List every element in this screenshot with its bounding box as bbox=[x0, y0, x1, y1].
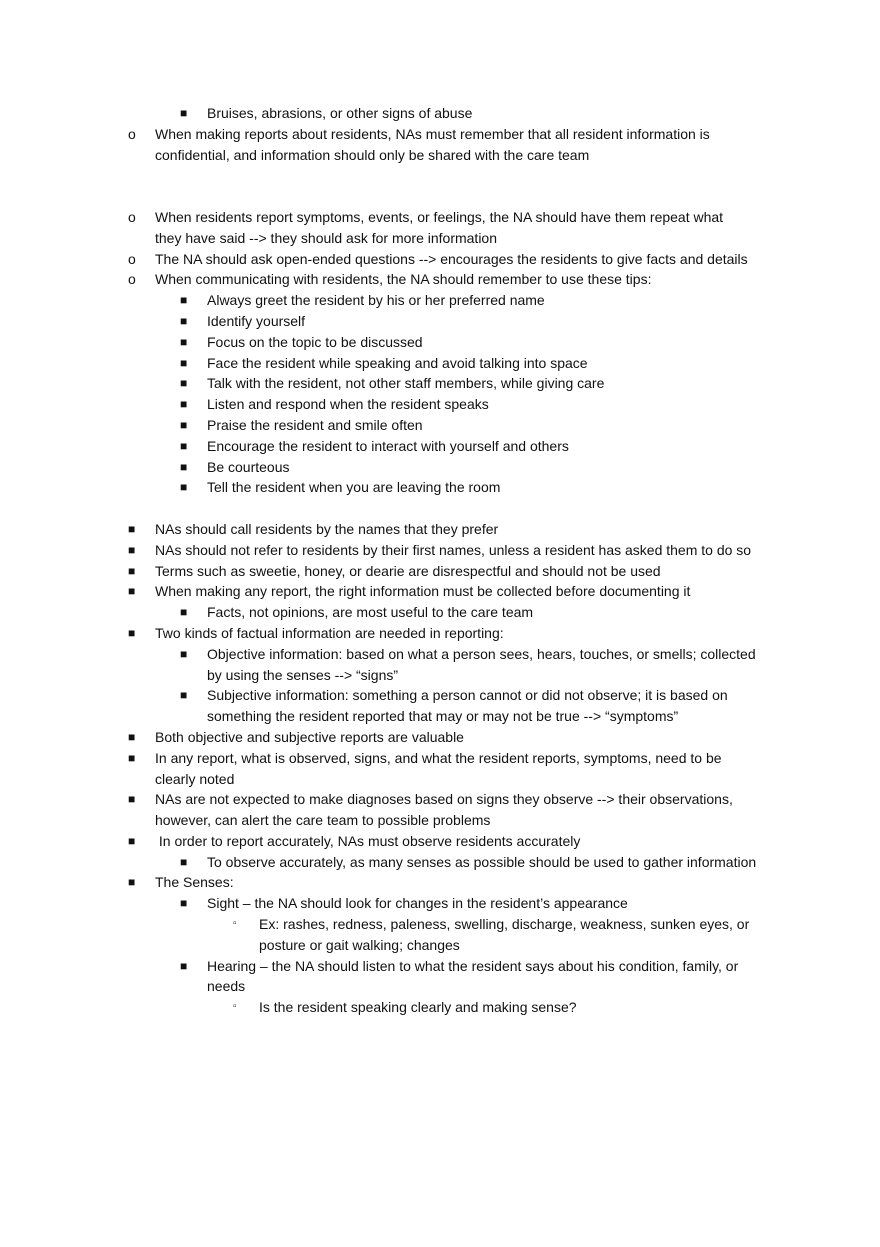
list-item-text: When residents report symptoms, events, or feelings, the NA should have them repeat what bbox=[155, 208, 724, 225]
list-item bbox=[0, 332, 880, 353]
list-item bbox=[0, 685, 880, 706]
list-item-text: Hearing – the NA should listen to what the resident says about his condition, family, or bbox=[207, 957, 739, 974]
list-item bbox=[0, 373, 880, 394]
list-item bbox=[0, 644, 880, 665]
list-item-text: The NA should ask open-ended questions --> encourages the residents to give facts and details bbox=[155, 250, 748, 267]
list-item-text: Two kinds of factual information are needed in reporting: bbox=[155, 624, 504, 641]
list-item bbox=[0, 249, 880, 270]
list-item bbox=[0, 623, 880, 644]
list-item-text: Praise the resident and smile often bbox=[207, 416, 423, 433]
list-item-text: however, can alert the care team to possible problems bbox=[155, 812, 491, 829]
square-bullet: ■ bbox=[180, 459, 188, 474]
list-item-text: Bruises, abrasions, or other signs of abuse bbox=[207, 105, 473, 121]
list-item-text: Facts, not opinions, are most useful to the care team bbox=[207, 604, 534, 621]
list-item-text: In any report, what is observed, signs, and what the resident reports, symptoms, need to be bbox=[155, 749, 722, 766]
document-page bbox=[0, 103, 880, 1018]
circle-bullet: o bbox=[128, 125, 136, 142]
list-item bbox=[0, 415, 880, 436]
list-item-text: needs bbox=[207, 978, 246, 995]
small-square-bullet: ▫ bbox=[233, 1001, 237, 1013]
list-item-text: Is the resident speaking clearly and making sense? bbox=[259, 999, 577, 1016]
list-item-text: Be courteous bbox=[207, 458, 290, 475]
square-bullet: ■ bbox=[128, 750, 136, 765]
list-item bbox=[0, 914, 880, 935]
list-item-continuation bbox=[0, 665, 880, 686]
list-item bbox=[0, 519, 880, 540]
list-item bbox=[0, 436, 880, 457]
list-item bbox=[0, 852, 880, 873]
square-bullet: ■ bbox=[128, 729, 136, 744]
square-bullet: ■ bbox=[180, 417, 188, 432]
square-bullet: ■ bbox=[128, 792, 136, 807]
square-bullet: ■ bbox=[180, 605, 188, 620]
list-item bbox=[0, 581, 880, 602]
square-bullet: ■ bbox=[180, 334, 188, 349]
square-bullet: ■ bbox=[128, 584, 136, 599]
list-item bbox=[0, 893, 880, 914]
list-item bbox=[0, 956, 880, 977]
list-item-text: Ex: rashes, redness, paleness, swelling, discharge, weakness, sunken eyes, or bbox=[259, 916, 750, 933]
list-item-continuation bbox=[0, 769, 880, 790]
list-item-text: When making any report, the right information must be collected before documenting it bbox=[155, 583, 691, 600]
list-item bbox=[0, 748, 880, 769]
square-bullet: ■ bbox=[180, 480, 188, 495]
list-item-text: Both objective and subjective reports are valuable bbox=[155, 728, 464, 745]
list-item-continuation bbox=[0, 810, 880, 831]
list-item-text: Subjective information: something a person cannot or did not observe; it is based on bbox=[207, 687, 728, 704]
list-item-text: Talk with the resident, not other staff members, while giving care bbox=[207, 375, 605, 392]
list-item-text: clearly noted bbox=[155, 770, 235, 787]
square-bullet: ■ bbox=[180, 958, 188, 973]
square-bullet: ■ bbox=[128, 833, 136, 848]
list-item-continuation bbox=[0, 145, 880, 166]
list-item bbox=[0, 124, 880, 145]
list-item-text: something the resident reported that may or may not be true --> “symptoms” bbox=[207, 708, 679, 725]
list-item-text: When communicating with residents, the NA should remember to use these tips: bbox=[155, 271, 652, 288]
list-item-text: Listen and respond when the resident speaks bbox=[207, 396, 489, 413]
list-item bbox=[0, 457, 880, 478]
square-bullet: ■ bbox=[180, 106, 188, 120]
list-item bbox=[0, 103, 880, 124]
list-item-text: Always greet the resident by his or her preferred name bbox=[207, 292, 545, 309]
list-item bbox=[0, 872, 880, 893]
square-bullet: ■ bbox=[180, 896, 188, 911]
list-item bbox=[0, 394, 880, 415]
list-item-text: posture or gait walking; changes bbox=[259, 936, 460, 953]
list-item-text: To observe accurately, as many senses as possible should be used to gather information bbox=[207, 853, 757, 870]
list-item-text: Encourage the resident to interact with yourself and others bbox=[207, 437, 569, 454]
list-item bbox=[0, 997, 880, 1018]
square-bullet: ■ bbox=[128, 542, 136, 557]
list-item bbox=[0, 561, 880, 582]
square-bullet: ■ bbox=[180, 646, 188, 661]
list-item-text: by using the senses --> “signs” bbox=[207, 666, 399, 683]
circle-bullet: o bbox=[128, 208, 136, 225]
list-item-text: Face the resident while speaking and avoid talking into space bbox=[207, 354, 588, 371]
square-bullet: ■ bbox=[128, 875, 136, 890]
square-bullet: ■ bbox=[128, 625, 136, 640]
list-item bbox=[0, 269, 880, 290]
list-item-text: they have said --> they should ask for more information bbox=[155, 229, 498, 246]
square-bullet: ■ bbox=[128, 563, 136, 578]
list-item-continuation bbox=[0, 706, 880, 727]
list-item-text: confidential, and information should only be shared with the care team bbox=[155, 146, 590, 163]
list-item-continuation bbox=[0, 935, 880, 956]
list-item bbox=[0, 207, 880, 228]
list-item-text: Tell the resident when you are leaving the room bbox=[207, 479, 501, 496]
list-item-text: In order to report accurately, NAs must observe residents accurately bbox=[155, 832, 581, 849]
spacer bbox=[0, 498, 880, 519]
list-item bbox=[0, 831, 880, 852]
list-item bbox=[0, 477, 880, 498]
list-item-text: The Senses: bbox=[155, 874, 234, 891]
list-item bbox=[0, 789, 880, 810]
list-item-text: Sight – the NA should look for changes in the resident’s appearance bbox=[207, 895, 628, 912]
list-item-text: When making reports about residents, NAs must remember that all resident information is bbox=[155, 125, 710, 142]
square-bullet: ■ bbox=[180, 376, 188, 391]
list-item-text: Identify yourself bbox=[207, 312, 306, 329]
square-bullet: ■ bbox=[128, 521, 136, 536]
list-item-continuation bbox=[0, 228, 880, 249]
list-item-text: NAs are not expected to make diagnoses based on signs they observe --> their observations, bbox=[155, 791, 733, 808]
circle-bullet: o bbox=[128, 271, 136, 288]
list-item-text: NAs should not refer to residents by their first names, unless a resident has asked them to do so bbox=[155, 541, 752, 558]
list-item bbox=[0, 290, 880, 311]
small-square-bullet: ▫ bbox=[233, 918, 237, 930]
list-item-text: NAs should call residents by the names that they prefer bbox=[155, 520, 499, 537]
list-item bbox=[0, 540, 880, 561]
list-item bbox=[0, 602, 880, 623]
list-item bbox=[0, 353, 880, 374]
square-bullet: ■ bbox=[180, 397, 188, 412]
list-item-text: Terms such as sweetie, honey, or dearie are disrespectful and should not be used bbox=[155, 562, 661, 579]
list-item bbox=[0, 727, 880, 748]
list-item-continuation bbox=[0, 976, 880, 997]
square-bullet: ■ bbox=[180, 293, 188, 308]
list-item bbox=[0, 311, 880, 332]
square-bullet: ■ bbox=[180, 688, 188, 703]
list-item-text: Focus on the topic to be discussed bbox=[207, 333, 423, 350]
list-item-text: Objective information: based on what a person sees, hears, touches, or smells; collected bbox=[207, 645, 756, 662]
square-bullet: ■ bbox=[180, 438, 188, 453]
spacer bbox=[0, 165, 880, 207]
square-bullet: ■ bbox=[180, 854, 188, 869]
square-bullet: ■ bbox=[180, 355, 188, 370]
square-bullet: ■ bbox=[180, 313, 188, 328]
circle-bullet: o bbox=[128, 250, 136, 267]
